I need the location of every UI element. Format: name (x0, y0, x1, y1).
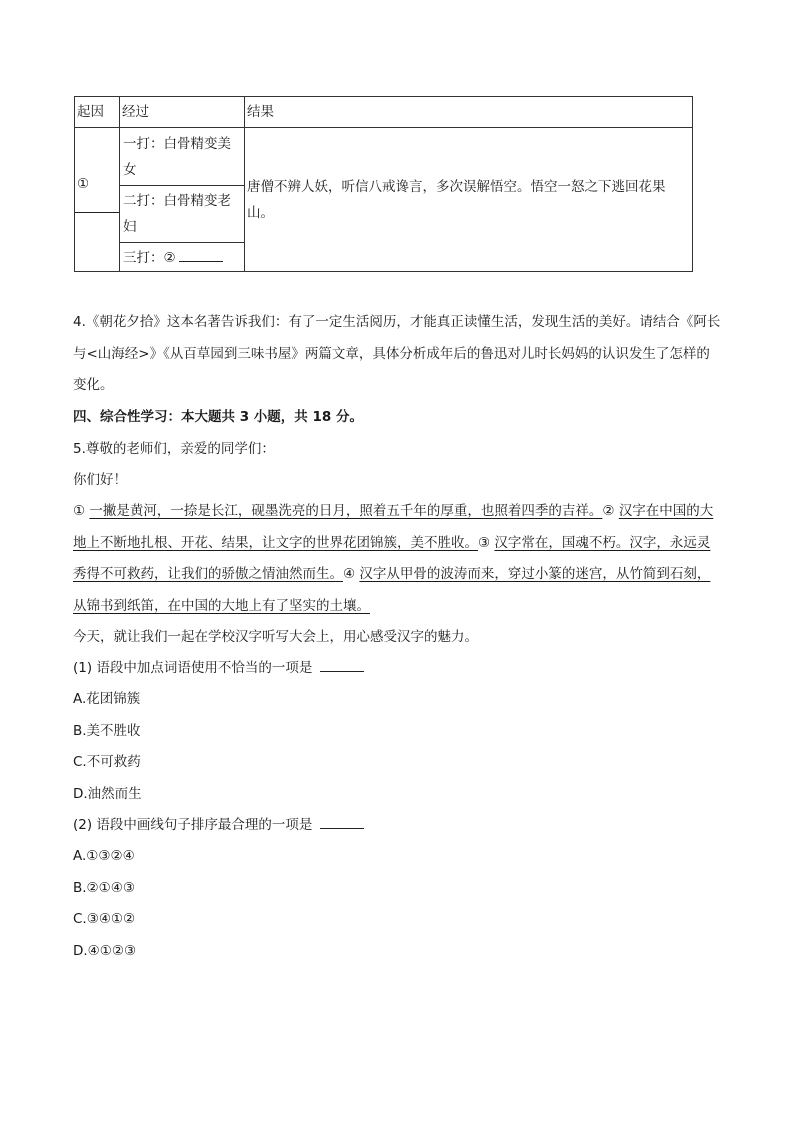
sub-question-2 (73, 810, 723, 842)
process-item: 一打：白骨精变美女 (120, 129, 244, 186)
option-d: D.④①②③ (73, 943, 137, 959)
option-a: A.①③②④ (73, 848, 135, 864)
header-process: 经过 (120, 97, 245, 128)
question-4: 4.《朝花夕拾》这本名著告诉我们：有了一定生活阅历，才能真正读懂生活，发现生活的美好。请结合《阿长与<山海经>》《从百草园到三味书屋》两篇文章，具体分析成年后的鲁迅对儿时长妈妈的认识发生了怎样的变化。 (73, 314, 721, 393)
table-body-row (75, 128, 693, 272)
answer-blank-line (320, 812, 364, 829)
cause-blank-line (75, 212, 119, 213)
underlined-sentence: 汉字常在，国魂不朽。汉字，永远灵秀得不可救药 (73, 534, 711, 582)
intro-sentence: 今天，就让我们一起在学校汉字听写大会上，用心感受汉字的魅力。 (73, 629, 478, 645)
sub-question-1 (73, 653, 723, 685)
underlined-sentence-tail: ，让我们的骄傲之情油然而生。 (154, 566, 343, 582)
option-a: A.花团锦簇 (73, 691, 141, 707)
option-c: C.不可救药 (73, 754, 141, 770)
header-result: 结果 (245, 97, 693, 128)
option-d: D.油然而生 (73, 786, 142, 802)
cause-blank-number: ① (77, 176, 90, 192)
speech-passage (73, 496, 723, 622)
process-item-blank (120, 243, 244, 271)
process-item-label: 三打：② (123, 249, 176, 266)
greeting: 你们好！ (73, 472, 127, 488)
question-5-title: 5.尊敬的老师们，亲爱的同学们： (73, 441, 275, 457)
option-b: B.美不胜收 (73, 723, 141, 739)
cause-cell (75, 128, 120, 272)
underlined-sentence: 一撇是黄河，一捺是长江，砚墨洗亮的日月，照着五千年的厚重，也照着四季的吉祥。 (89, 503, 603, 519)
process-item: 二打：白骨精变老妇 (120, 186, 244, 243)
table-header-row (75, 97, 693, 128)
process-cell (120, 128, 245, 272)
sub-question-stem: (2) 语段中画线句子排序最合理的一项是 (73, 817, 313, 833)
option-b: B.②①④③ (73, 880, 135, 896)
answer-blank-line (320, 655, 364, 672)
section-heading: 四、综合性学习：本大题共 3 小题，共 18 分。 (73, 409, 363, 425)
underlined-sentence: 汉字在中国的大地上不断地扎根、开花、结果，让文字的世界花团锦簇，美不胜收。 (73, 503, 714, 551)
sentence-number: ① (73, 503, 86, 519)
story-table (74, 96, 693, 272)
sentence-number: ② (602, 503, 615, 519)
answer-blank-line (179, 245, 223, 262)
result-cell: 唐僧不辨人妖，听信八戒谗言，多次误解悟空。悟空一怒之下逃回花果山。 (245, 128, 693, 272)
option-c: C.③④①② (73, 911, 136, 927)
sentence-number: ③ (478, 534, 491, 551)
header-cause: 起因 (75, 97, 120, 128)
sub-question-stem: (1) 语段中加点词语使用不恰当的一项是 (73, 660, 313, 676)
underlined-sentence: 汉字从甲骨的波涛而来，穿过小篆的迷宫，从竹简到石刻，从锦书到纸笛，在中国的大地上有了坚实的土壤。 (73, 566, 711, 614)
sentence-number: ④ (343, 566, 356, 582)
